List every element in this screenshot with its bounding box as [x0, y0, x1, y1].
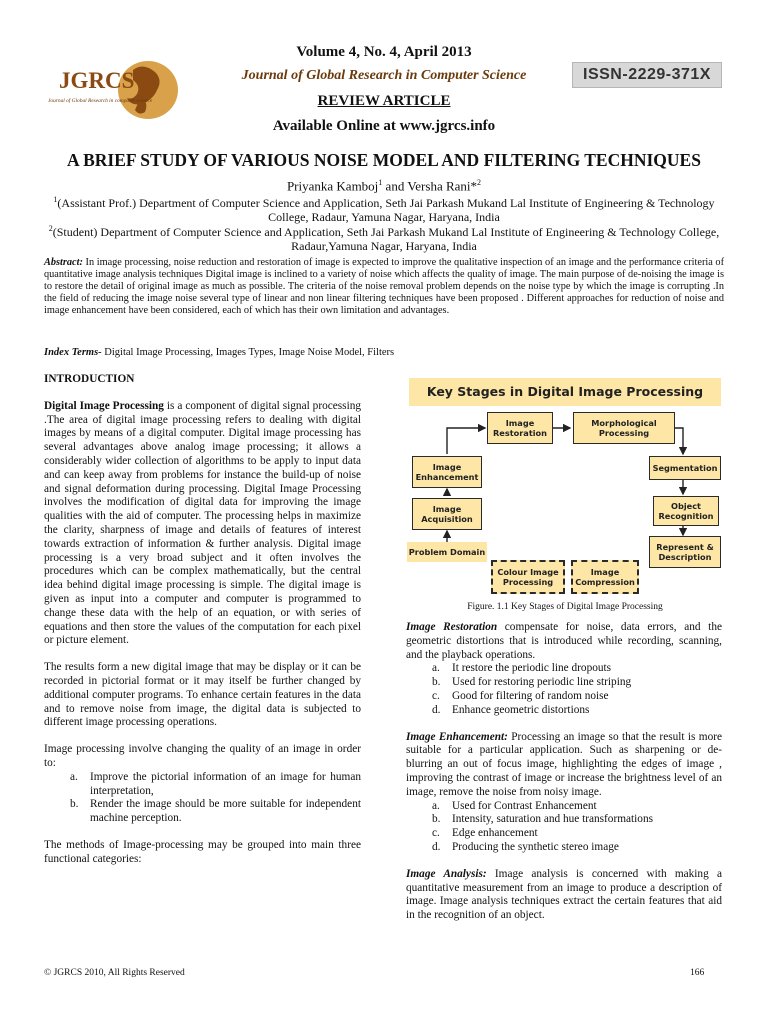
box-image-enhancement: Image Enhancement	[412, 456, 482, 488]
intro-paragraph-1	[44, 400, 361, 648]
logo-text: JGRCS	[59, 68, 135, 93]
affiliation-2-text: (Student) Department of Computer Science and Application, Seth Jai Parkash Mukand Lal Institute of Engineering & Technology College, Radaur,Yamuna Nagar, Haryana, India	[52, 225, 720, 253]
list-item-label: c.	[432, 689, 440, 702]
key-stages-figure	[407, 378, 723, 594]
journal-logo	[45, 52, 185, 124]
intro-p1-bold: Digital Image Processing	[44, 399, 164, 412]
affiliation-1-sup: 1	[53, 195, 58, 204]
intro-paragraph-2: The results form a new digital image that may be display or it can be recorded in pictorial format or it may itself be further changed by additional computer programs. To enhance certain features in the data and to remove noise from image, the digital data is subjected to different image processing operations.	[44, 661, 361, 729]
restoration-label: Image Restoration	[406, 621, 498, 633]
list-item-text: Producing the synthetic stereo image	[452, 840, 619, 853]
index-terms-text: Digital Image Processing, Images Types, Image Noise Model, Filters	[101, 347, 395, 358]
figure-title: Key Stages in Digital Image Processing	[409, 378, 721, 406]
box-image-restoration: Image Restoration	[487, 412, 553, 444]
list-item	[432, 676, 722, 690]
list-item-label: c.	[432, 827, 440, 840]
analysis-paragraph	[406, 868, 722, 923]
list-item-label: a.	[432, 662, 440, 675]
list-item-label: a.	[70, 770, 78, 783]
list-item-text: Enhance geometric distortions	[452, 703, 590, 716]
list-item-text: Used for Contrast Enhancement	[452, 799, 597, 812]
enhancement-text: Processing an image so that the result is more suitable for a particular application. Such as sharpening or de-blurring an out of focus image, highlighting the edges of image , improving the contrast of image or increase the brightness level of an image, remove the noise from noisy image.	[406, 730, 722, 798]
enhancement-list	[406, 800, 722, 855]
list-item	[432, 827, 722, 841]
list-item-text: Improve the pictorial information of an image for human interpretation,	[90, 770, 361, 797]
list-item	[70, 798, 361, 826]
list-item-label: b.	[432, 813, 441, 826]
enhancement-label: Image Enhancement:	[406, 730, 508, 743]
box-colour-image-processing: Colour Image Processing	[491, 560, 565, 594]
list-item	[70, 771, 361, 799]
analysis-text: Image analysis is concerned with making a quantitative measurement from an image to produce a description of image. Image analysis techniques extract the certain features that aid in the recognition of an object.	[406, 867, 722, 922]
list-item	[432, 690, 722, 704]
list-item-label: b.	[70, 798, 79, 811]
affiliation-2	[40, 222, 728, 253]
list-item	[432, 841, 722, 855]
abstract	[44, 257, 724, 317]
analysis-label: Image Analysis:	[406, 867, 487, 880]
restoration-text: compensate for noise, data errors, and the geometric distortions that is introduced while recording, scanning, and the playback operations.	[406, 621, 722, 661]
list-item-label: d.	[432, 703, 441, 716]
available-online: Available Online at www.jgrcs.info	[272, 118, 496, 134]
affiliation-1-text: (Assistant Prof.) Department of Computer Science and Application, Seth Jai Parkash Mukand Lal Institute of Engineering & Technology College, Radaur, Yamuna Nagar, Haryana, India	[57, 196, 715, 224]
abstract-text: In image processing, noise reduction and restoration of image is expected to improve the qualitative inspection of an image and the performance criteria of quantitative image analysis techniques Digital image is inclined to a variety of noise which affects the quality of image. The main purpose of de-noising the image is to restore the detail of original image as much as possible. The criteria of the noise removal problem depends on the noise type by which the image is corrupting .In the field of reducing the image noise several type of linear and non linear filtering techniques have been proposed . Different approaches for reduction of noise and image enhancement have been considered, each of which has their own limitation and advantages.	[44, 257, 724, 316]
list-item-label: a.	[432, 799, 440, 812]
list-item-text: Good for filtering of random noise	[452, 689, 609, 702]
intro-list	[44, 771, 361, 826]
article-type: REVIEW ARTICLE	[317, 93, 451, 109]
list-item-label: b.	[432, 676, 441, 689]
index-terms-label: Index Terms-	[44, 347, 102, 358]
box-object-recognition: Object Recognition	[653, 496, 719, 526]
index-terms	[44, 347, 724, 358]
intro-paragraph-3: Image processing involve changing the quality of an image in order to:	[44, 743, 361, 769]
volume-info: Volume 4, No. 4, April 2013	[296, 44, 472, 60]
intro-paragraph-4: The methods of Image-processing may be grouped into main three functional categories:	[44, 838, 361, 865]
list-item	[432, 704, 722, 718]
author-conj: and	[382, 178, 408, 194]
list-item	[432, 800, 722, 814]
affiliation-2-sup: 2	[48, 224, 53, 233]
issn-badge: ISSN-2229-371X	[572, 62, 722, 88]
footer-copyright: © JGRCS 2010, All Rights Reserved	[44, 968, 185, 978]
box-represent-description: Represent & Description	[649, 536, 721, 568]
author-1-sup: 1	[378, 178, 383, 187]
restoration-paragraph	[406, 621, 722, 662]
enhancement-paragraph	[406, 731, 722, 800]
list-item-text: Render the image should be more suitable for independent machine perception.	[90, 798, 361, 825]
abstract-label: Abstract:	[44, 257, 83, 268]
list-item-text: Used for restoring periodic line striping	[452, 676, 632, 689]
logo-subtext: Journal of Global Research in computer science	[48, 98, 153, 104]
box-morphological-processing: Morphological Processing	[573, 412, 675, 444]
list-item	[432, 813, 722, 827]
left-column	[44, 373, 361, 867]
figure-caption: Figure. 1.1 Key Stages of Digital Image Processing	[467, 602, 663, 612]
intro-heading: INTRODUCTION	[44, 373, 135, 385]
list-item-text: Edge enhancement	[452, 827, 538, 840]
authors	[0, 178, 768, 194]
box-image-acquisition: Image Acquisition	[412, 498, 482, 530]
journal-name: Journal of Global Research in Computer Science	[241, 68, 527, 83]
footer-page-number: 166	[690, 968, 705, 978]
box-problem-domain: Problem Domain	[407, 542, 487, 562]
list-item-text: Intensity, saturation and hue transformations	[452, 813, 653, 826]
author-1: Priyanka Kamboj	[286, 178, 379, 194]
list-item-text: It restore the periodic line dropouts	[452, 662, 612, 675]
author-2: Versha Rani*	[407, 178, 478, 194]
right-column	[406, 621, 722, 923]
list-item-label: d.	[432, 840, 441, 853]
list-item	[432, 662, 722, 676]
paper-title: A BRIEF STUDY OF VARIOUS NOISE MODEL AND FILTERING TECHNIQUES	[67, 150, 701, 170]
restoration-list	[406, 662, 722, 717]
intro-p1-text: is a component of digital signal processing .The area of digital image processing refers to dealing with digital images by means of a digital computer. Digital image processing has several advantages above analog image processing; it allows a considerably wider collection of algorithms to be apply to input data and can keep away from problems for instance the build-up of noise and signal deformation during processing. Digital Image Processing involves the modification of digital data for improving the image qualities with the aid of computer. The processing helps in maximize the clarity, sharpness of image and details of features of interest towards extraction of information & further analysis. Digital image processing is a very broad subject and it often involves the procedures which can be complex mathematically, but the central idea behind digital image processing is simple. The digital image is given as input into a computer and computer is programmed to change these data with the help of an equation, or with series of equations and then store the values of the computation for each pixel or picture element.	[44, 399, 362, 647]
affiliation-1	[40, 193, 728, 224]
box-segmentation: Segmentation	[649, 456, 721, 480]
box-image-compression: Image Compression	[571, 560, 639, 594]
author-2-sup: 2	[477, 178, 482, 187]
